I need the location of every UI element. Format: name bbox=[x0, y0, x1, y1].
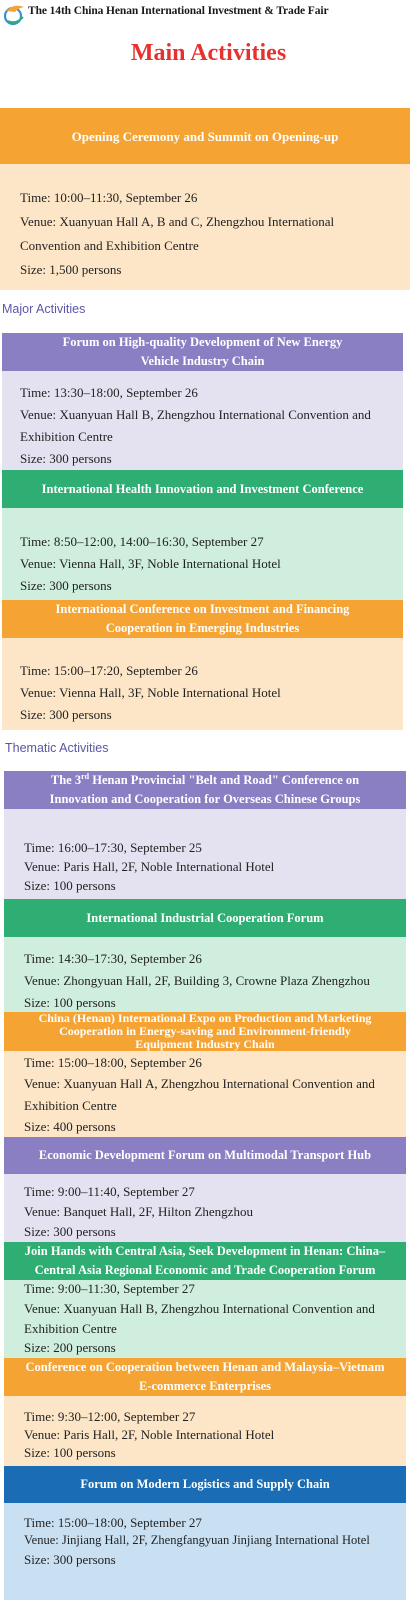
major-event-1-title: Forum on High-quality Development of New Energy bbox=[62, 335, 343, 349]
major-event-1-title-cont: Vehicle Industry Chain bbox=[140, 354, 265, 368]
thematic-event-5-header bbox=[4, 1242, 406, 1280]
event-venue: Venue: Xuanyuan Hall B, Zhengzhou International Convention and bbox=[20, 407, 371, 422]
major-event-3-title-cont: Cooperation in Emerging Industries bbox=[105, 621, 300, 635]
event-time: Time: 9:30–12:00, September 27 bbox=[24, 1409, 196, 1424]
thematic-event-4-details bbox=[4, 1174, 406, 1242]
event-time: Time: 9:00–11:40, September 27 bbox=[24, 1184, 195, 1199]
thematic-event-7-header bbox=[4, 1466, 406, 1503]
event-venue: Venue: Banquet Hall, 2F, Hilton Zhengzhou bbox=[24, 1204, 253, 1219]
thematic-event-2-title: International Industrial Cooperation Forum bbox=[86, 910, 324, 925]
thematic-event-7-title: Forum on Modern Logistics and Supply Chain bbox=[80, 1477, 330, 1491]
major-event-1-details bbox=[2, 371, 403, 470]
thematic-event-5-details bbox=[4, 1280, 406, 1358]
event-time: Time: 13:30–18:00, September 26 bbox=[20, 385, 198, 400]
title-part: The 3 bbox=[50, 773, 82, 787]
major-event-3-details bbox=[2, 638, 403, 730]
event-time: Time: 9:00–11:30, September 27 bbox=[24, 1281, 195, 1296]
event-venue: Venue: Vienna Hall, 3F, Noble International Hotel bbox=[20, 556, 281, 571]
event-venue: Venue: Zhongyuan Hall, 2F, Building 3, Crowne Plaza Zhengzhou bbox=[24, 973, 370, 988]
major-event-2-title: International Health Innovation and Investment Conference bbox=[41, 481, 364, 496]
event-time: Time: 15:00–17:20, September 26 bbox=[20, 663, 198, 678]
event-size: Size: 200 persons bbox=[24, 1340, 116, 1355]
event-size: Size: 400 persons bbox=[24, 1119, 116, 1134]
fair-title: The 14th China Henan International Investment & Trade Fair bbox=[28, 5, 329, 17]
event-size: Size: 100 persons bbox=[24, 995, 116, 1010]
event-venue-cont: Exhibition Centre bbox=[20, 429, 113, 444]
event-size: Size: 100 persons bbox=[24, 878, 116, 893]
event-time: Time: 15:00–18:00, September 26 bbox=[24, 1055, 202, 1070]
event-venue: Venue: Vienna Hall, 3F, Noble International Hotel bbox=[20, 685, 281, 700]
event-size: Size: 1,500 persons bbox=[20, 262, 122, 277]
thematic-event-6-title-cont: E-commerce Enterprises bbox=[138, 1379, 271, 1393]
thematic-event-6-details bbox=[4, 1396, 406, 1466]
event-time: Time: 10:00–11:30, September 26 bbox=[20, 190, 198, 205]
major-event-3-title: International Conference on Investment and Financing bbox=[55, 602, 350, 616]
event-time: Time: 16:00–17:30, September 25 bbox=[24, 840, 202, 855]
thematic-activities-label: Thematic Activities bbox=[5, 741, 109, 755]
thematic-event-3-title-cont: Cooperation in Energy-saving and Environment-friendly bbox=[59, 1024, 351, 1038]
page-title: Main Activities bbox=[130, 40, 287, 66]
thematic-event-2-header bbox=[4, 899, 406, 937]
fair-header bbox=[0, 0, 417, 28]
thematic-event-3-details bbox=[4, 1051, 406, 1137]
title-part: Henan Provincial "Belt and Road" Conference on bbox=[89, 773, 360, 787]
fair-logo-icon bbox=[2, 3, 28, 27]
event-size: Size: 100 persons bbox=[24, 1445, 116, 1460]
thematic-event-1-title bbox=[51, 771, 359, 790]
event-venue-cont: Exhibition Centre bbox=[24, 1098, 117, 1113]
opening-ceremony-header bbox=[0, 108, 410, 164]
major-event-2-header bbox=[2, 470, 403, 508]
opening-ceremony-title: Opening Ceremony and Summit on Opening-up bbox=[71, 128, 339, 144]
thematic-event-3-title-cont2: Equipment Industry Chain bbox=[135, 1037, 275, 1051]
event-size: Size: 300 persons bbox=[20, 451, 112, 466]
major-event-2-details bbox=[2, 508, 403, 600]
thematic-event-2-details bbox=[4, 937, 406, 1012]
thematic-event-5-title-cont: Central Asia Regional Economic and Trade Cooperation Forum bbox=[34, 1263, 376, 1277]
event-time: Time: 14:30–17:30, September 26 bbox=[24, 951, 202, 966]
opening-ceremony-details bbox=[0, 164, 410, 290]
event-venue-cont: Convention and Exhibition Centre bbox=[20, 238, 199, 253]
event-venue: Venue: Jinjiang Hall, 2F, Zhengfangyuan Jinjiang International Hotel bbox=[24, 1533, 370, 1547]
thematic-event-3-header bbox=[4, 1012, 406, 1051]
thematic-event-6-header bbox=[4, 1358, 406, 1396]
event-venue: Venue: Xuanyuan Hall B, Zhengzhou International Convention and bbox=[24, 1301, 375, 1316]
event-size: Size: 300 persons bbox=[24, 1224, 116, 1239]
event-size: Size: 300 persons bbox=[24, 1552, 116, 1567]
major-event-1-header bbox=[2, 333, 403, 371]
thematic-event-1-header bbox=[4, 771, 406, 809]
event-venue: Venue: Xuanyuan Hall A, Zhengzhou International Convention and bbox=[24, 1076, 375, 1091]
event-venue: Venue: Paris Hall, 2F, Noble International Hotel bbox=[24, 1427, 275, 1442]
thematic-event-7-details bbox=[4, 1503, 406, 1600]
major-activities-label: Major Activities bbox=[2, 302, 86, 316]
thematic-event-4-title: Economic Development Forum on Multimodal Transport Hub bbox=[38, 1148, 372, 1162]
event-time: Time: 15:00–18:00, September 27 bbox=[24, 1515, 202, 1530]
thematic-event-1-details bbox=[4, 809, 406, 899]
event-size: Size: 300 persons bbox=[20, 578, 112, 593]
major-event-3-header bbox=[2, 600, 403, 638]
ordinal-suffix: rd bbox=[81, 771, 90, 781]
thematic-event-5-title: Join Hands with Central Asia, Seek Development in Henan: China– bbox=[24, 1244, 386, 1258]
thematic-event-6-title: Conference on Cooperation between Henan and Malaysia–Vietnam bbox=[25, 1360, 385, 1374]
event-time: Time: 8:50–12:00, 14:00–16:30, September 27 bbox=[20, 534, 264, 549]
thematic-event-1-title-cont: Innovation and Cooperation for Overseas Chinese Groups bbox=[49, 792, 361, 806]
event-venue: Venue: Paris Hall, 2F, Noble International Hotel bbox=[24, 859, 275, 874]
event-venue-cont: Exhibition Centre bbox=[24, 1321, 117, 1336]
event-size: Size: 300 persons bbox=[20, 707, 112, 722]
thematic-event-4-header bbox=[4, 1137, 406, 1174]
thematic-event-3-title: China (Henan) International Expo on Production and Marketing bbox=[38, 1011, 372, 1025]
event-venue: Venue: Xuanyuan Hall A, B and C, Zhengzhou International bbox=[20, 214, 335, 229]
